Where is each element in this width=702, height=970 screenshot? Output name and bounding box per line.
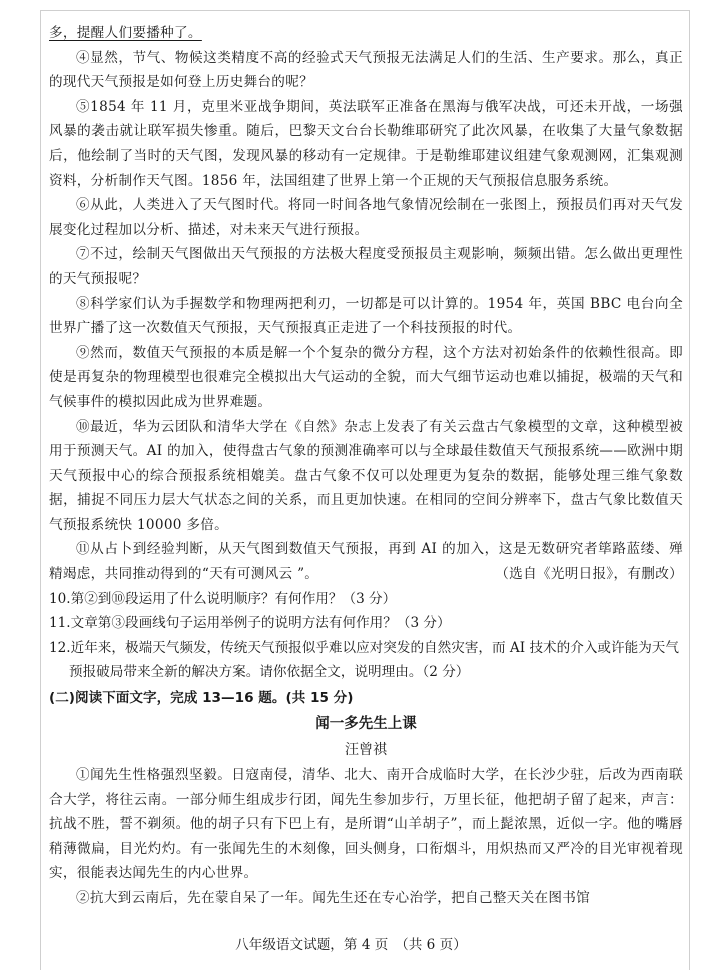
paragraph-5: ⑤1854 年 11 月，克里米亚战争期间，英法联军正准备在黑海与俄军决战，可还未开战，一场强风暴的袭击就让联军损失惨重。随后，巴黎天文台台长勒维耶研究了此次风暴，在收集了大量气象数据后，他绘制了当时的天气图，发现风暴的移动有一定规律。于是勒维耶建议组建气象观测网，汇集观测资料，分析制作天气图。1856 年，法国组建了世界上第一个正规的天气预报信息服务系统。 [49, 98, 683, 189]
article-title: 闻一多先生上课 [315, 716, 417, 733]
article-paragraph-1: ①闻先生性格强烈坚毅。日寇南侵，清华、北大、南开合成临时大学，在长沙少驻，后改为西南联合大学，将往云南。一部分师生组成步行团，闻先生参加步行，万里长征，他把胡子留了起来，声言：抗战不胜，誓不剃须。他的胡子只有下巴上有，是所谓“山羊胡子”，而上髭浓黑，近似一字。他的嘴唇稍薄微扁，目光灼灼。有一张闻先生的木刻像，回头侧身，口衔烟斗，用炽热而又严冷的目光审视着现实，很能表达闻先生的内心世界。 [49, 767, 683, 882]
paragraph-6: ⑥从此，人类进入了天气图时代。将同一时间各地气象情况绘制在一张图上，预报员们再对天气发展变化过程加以分析、描述，对未来天气进行预报。 [49, 197, 683, 238]
paragraph-9: ⑨然而，数值天气预报的本质是解一个个复杂的微分方程，这个方法对初始条件的依赖性很高。即使是再复杂的物理模型也很难完全模拟出大气运动的全貌，而大气细节运动也难以捕捉，极端的天气和气候事件的模拟因此成为世界难题。 [49, 344, 683, 410]
section-heading: (二)阅读下面文字，完成 13—16 题。(共 15 分) [49, 690, 354, 707]
paragraph-8: ⑧科学家们认为手握数学和物理两把利刃，一切都是可以计算的。1954 年，英国 BBC 电台向全世界广播了这一次数值天气预报，天气预报真正走进了一个科技预报的时代。 [49, 295, 683, 337]
paragraph-7: ⑦不过，绘制天气图做出天气预报的方法极大程度受预报员主观影响，频频出错。怎么做出更理性的天气预报呢？ [49, 246, 683, 287]
page-footer: 八年级语文试题，第 4 页 （共 6 页） [235, 937, 467, 953]
question-11: 11.文章第③段画线句子运用举例子的说明方法有何作用？（3 分） [49, 615, 451, 632]
paragraph-10: ⑩最近，华为云团队和清华大学在《自然》杂志上发表了有关云盘古气象模型的文章，这种模型被用于预测天气。AI 的加入，使得盘古气象的预测准确率可以与全球最佳数值天气预报系统——欧洲中期天气预报中心的综合预报系统相媲美。盘古气象不仅可以处理更为复杂的数据，能够处理三维气象数据，捕捉不同压力层大气状态之间的关系，而且更加快速。在相同的空间分辨率下，盘古气象比数值天气预报系统快 10000 多倍。 [49, 418, 683, 533]
article-paragraph-2: ②抗大到云南后，先在蒙自呆了一年。闻先生还在专心治学，把自己整天关在图书馆 [76, 890, 591, 906]
article-author: 汪曾祺 [345, 742, 387, 759]
paragraph-3-tail [49, 21, 683, 46]
paragraph-11 [49, 537, 683, 586]
question-12: 12.近年来，极端天气频发，传统天气预报似乎难以应对突发的自然灾害，而 AI 技术的介入或许能为天气预报破局带来全新的解决方案。请你依据全文，说明理由。（2 分） [49, 639, 679, 681]
source-note: （选自《光明日报》，有删改） [495, 566, 683, 583]
underlined-sentence: 多，提醒人们要播种了。 [49, 25, 202, 41]
page-content [49, 21, 683, 911]
exam-page [40, 10, 690, 970]
paragraph-11-text: ⑪从占卜到经验判断，从天气图到数值天气预报，再到 AI 的加入，这是无数研究者筚路蓝缕、殚精竭虑，共同推动得到的“天有可测风云 ”。 [49, 541, 683, 583]
paragraph-4: ④显然，节气、物候这类精度不高的经验式天气预报无法满足人们的生活、生产要求。那么，真正的现代天气预报是如何登上历史舞台的呢？ [49, 49, 683, 91]
question-10: 10.第②到⑩段运用了什么说明顺序？有何作用？（3 分） [49, 590, 397, 607]
